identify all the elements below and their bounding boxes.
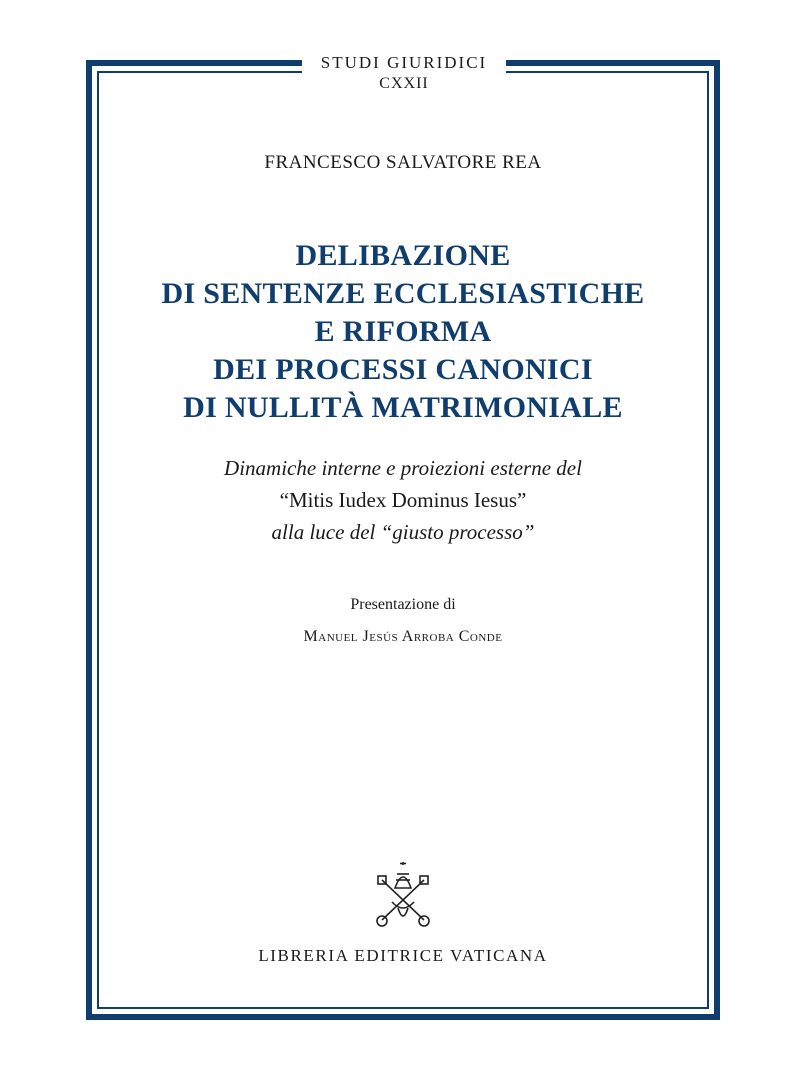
title-line: DEI PROCESSI CANONICI — [213, 353, 593, 386]
publisher-name: LIBRERIA EDITRICE VATICANA — [258, 946, 548, 965]
book-title — [86, 237, 720, 427]
presenter-name: Manuel Jesús Arroba Conde — [303, 628, 503, 645]
title-line: DI SENTENZE ECCLESIASTICHE — [161, 277, 645, 310]
subtitle-line: alla luce del “giusto processo” — [271, 520, 535, 544]
series-name: STUDI GIURIDICI — [320, 53, 488, 72]
papal-keys-emblem-icon — [368, 862, 438, 932]
title-line: DI NULLITÀ MATRIMONIALE — [183, 391, 623, 424]
presentation-label: Presentazione di — [350, 596, 456, 613]
series-number: CXXII — [379, 75, 429, 92]
title-line: E RIFORMA — [314, 315, 492, 348]
subtitle-line: “Mitis Iudex Dominus Iesus” — [279, 488, 527, 512]
subtitle — [86, 452, 720, 548]
author-name: FRANCESCO SALVATORE REA — [264, 152, 542, 173]
title-line: DELIBAZIONE — [295, 239, 511, 272]
subtitle-line: Dinamiche interne e proiezioni esterne del — [224, 456, 582, 480]
series-header — [302, 48, 506, 100]
